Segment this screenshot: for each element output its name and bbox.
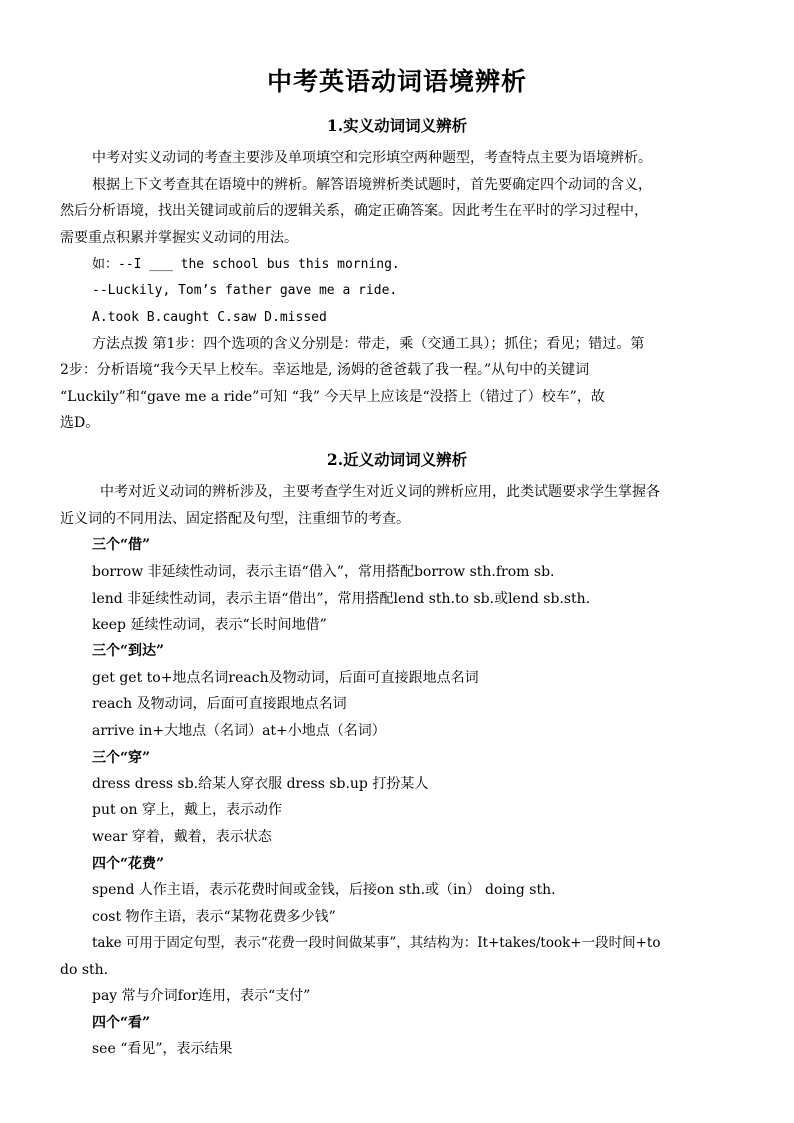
group-see-title: 四个“看”	[92, 1015, 151, 1031]
group-arrive-line-2: reach 及物动词，后面可直接跟地点名词	[92, 696, 347, 712]
group-wear-line-1: dress dress sb.给某人穿衣服 dress sb.up 打扮某人	[92, 776, 429, 792]
example-question-line-2: --Luckily, Tom’s father gave me a ride.	[92, 283, 398, 298]
group-arrive-line-1: get get to+地点名词reach及物动词，后面可直接跟地点名词	[92, 670, 479, 686]
group-borrow-line-1: borrow 非延续性动词，表示主语“借入”，常用搭配borrow sth.from sb.	[92, 564, 555, 580]
section1-heading: 1.实义动词词义辨析	[326, 116, 468, 135]
group-spend-line-4: do sth.	[60, 962, 109, 978]
section2-heading: 2.近义动词词义辨析	[326, 450, 468, 469]
method-tip-line-4: 选D。	[60, 415, 100, 431]
group-spend-line-1: spend 人作主语，表示花费时间或金钱，后接on sth.或（in） doing sth.	[92, 882, 556, 898]
group-spend-line-5: pay 常与介词for连用，表示“支付”	[92, 988, 311, 1004]
group-borrow-line-2: lend 非延续性动词，表示主语“借出”，常用搭配lend sth.to sb.或lend sb.sth.	[92, 591, 591, 607]
example-options: A.took B.caught C.saw D.missed	[92, 310, 327, 325]
section2-intro-line-2: 近义词的不同用法、固定搭配及句型，注重细节的考查。	[60, 511, 410, 527]
method-tip-line-2: 2步：分析语境“我今天早上校车。幸运地是, 汤姆的爸爸载了我一程。”从句中的关键词	[60, 362, 590, 378]
example-question-line-1: 如：--I ___ the school bus this morning.	[92, 257, 400, 272]
document-title: 中考英语动词语境辨析	[266, 67, 527, 96]
section1-paragraph-2-line-1: 根据上下文考查其在语境中的辨析。解答语境辨析类试题时，首先要确定四个动词的含义，	[92, 177, 652, 193]
group-spend-title: 四个“花费”	[92, 856, 165, 872]
section1-paragraph-2-line-3: 需要重点积累并掌握实义动词的用法。	[60, 230, 298, 246]
group-borrow-title: 三个“借”	[92, 537, 151, 553]
method-tip-line-3: “Luckily”和“gave me a ride”可知 “我” 今天早上应该是“没搭上（错过了）校车”，故	[60, 389, 605, 405]
group-borrow-line-3: keep 延续性动词，表示“长时间地借”	[92, 617, 327, 633]
group-wear-line-2: put on 穿上，戴上，表示动作	[92, 802, 282, 818]
method-tip-line-1: 方法点拨 第1步：四个选项的含义分别是：带走，乘（交通工具）；抓住；看见；错过。第	[92, 336, 645, 352]
group-spend-line-2: cost 物作主语，表示“某物花费多少钱”	[92, 909, 336, 925]
section1-paragraph-2-line-2: 然后分析语境，找出关键词或前后的逻辑关系，确定正确答案。因此考生在平时的学习过程中，	[60, 203, 648, 219]
group-see-line-1: see “看见”，表示结果	[92, 1041, 233, 1057]
group-arrive-title: 三个“到达”	[92, 643, 165, 659]
group-spend-line-3: take 可用于固定句型，表示“花费一段时间做某事”，其结构为：It+takes/took+一段时间+to	[92, 935, 661, 951]
group-wear-title: 三个“穿”	[92, 750, 151, 766]
section1-paragraph-1: 中考对实义动词的考查主要涉及单项填空和完形填空两种题型，考查特点主要为语境辨析。	[92, 150, 652, 166]
group-wear-line-3: wear 穿着，戴着，表示状态	[92, 829, 272, 845]
group-arrive-line-3: arrive in+大地点（名词）at+小地点（名词）	[92, 723, 386, 739]
section2-intro-line-1: 中考对近义动词的辨析涉及，主要考查学生对近义词的辨析应用，此类试题要求学生掌握各	[100, 484, 660, 500]
